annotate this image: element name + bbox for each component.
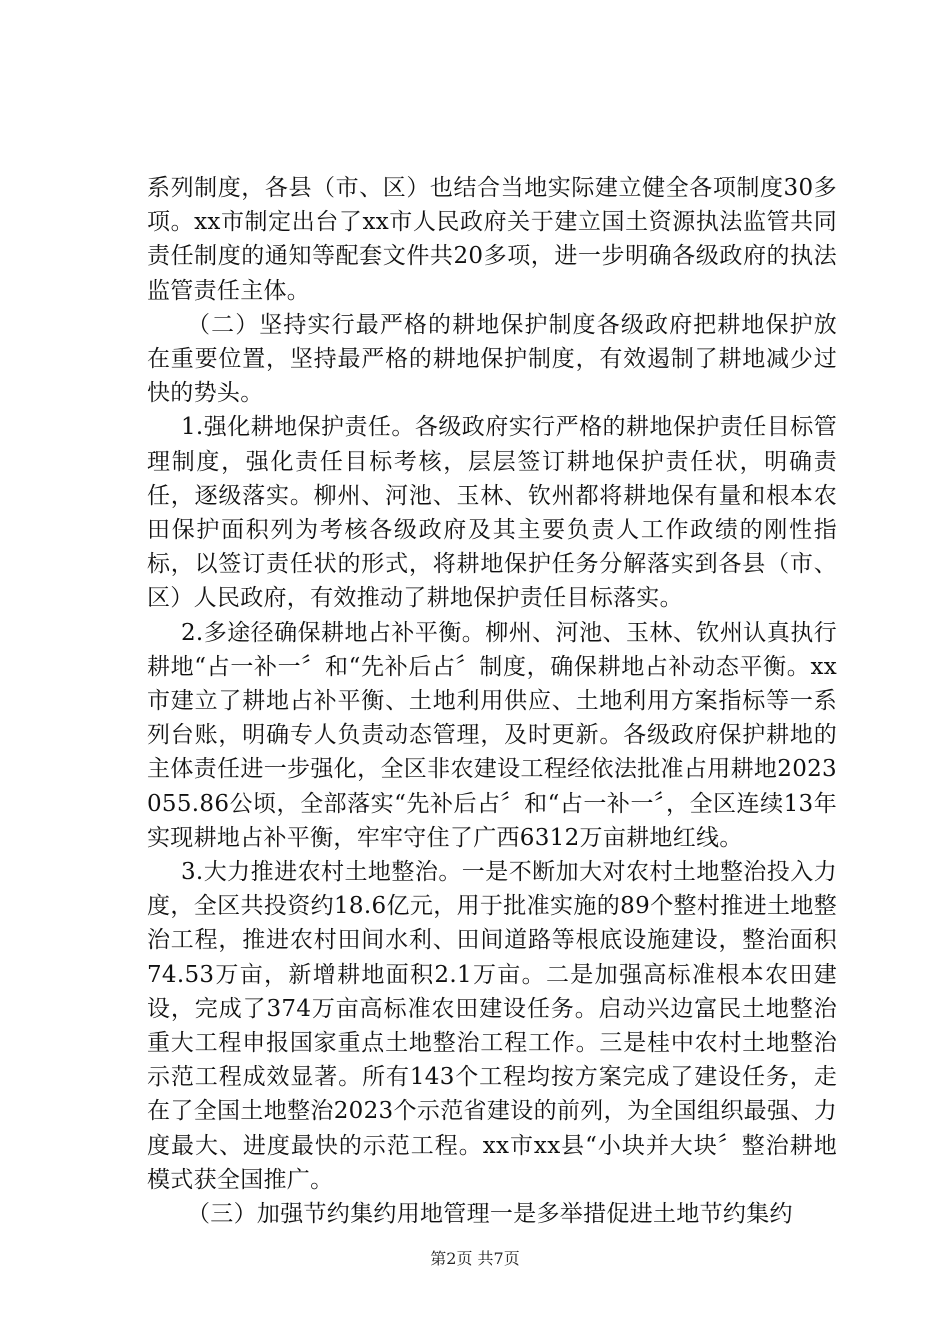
paragraph-item-3: 3.大力推进农村土地整治。一是不断加大对农村土地整治投入力度，全区共投资约18.6亿元，用于批准实施的89个整村推进土地整治工程，推进农村田间水利、田间道路等根底设施建设，整治面积74.53万亩，新增耕地面积2.1万亩。二是加强高标准根本农田建设，完成了374万亩高标准农田建设任务。启动兴边富民土地整治重大工程申报国家重点土地整治工程工作。三是桂中农村土地整治示范工程成效显著。所有143个工程均按方案完成了建设任务，走在了全国土地整治2023个示范省建设的前列，为全国组织最强、力度最大、进度最快的示范工程。xx市xx县“小块并大块〞整治耕地模式获全国推广。	[147, 859, 837, 1193]
paragraph-item-1: 1.强化耕地保护责任。各级政府实行严格的耕地保护责任目标管理制度，强化责任目标考核，层层签订耕地保护责任状，明确责任，逐级落实。柳州、河池、玉林、钦州都将耕地保有量和根本农田保护面积列为考核各级政府及其主要负责人工作政绩的刚性指标，以签订责任状的形式，将耕地保护任务分解落实到各县（市、区）人民政府，有效推动了耕地保护责任目标落实。	[147, 414, 837, 612]
paragraph-section-two-heading: （二）坚持实行最严格的耕地保护制度各级政府把耕地保护放在重要位置，坚持最严格的耕地保护制度，有效遏制了耕地减少过快的势头。	[147, 311, 837, 407]
paragraph-continuation: 系列制度，各县（市、区）也结合当地实际建立健全各项制度30多项。xx市制定出台了xx市人民政府关于建立国土资源执法监管共同责任制度的通知等配套文件共20多项，进一步明确各级政府的执法监管责任主体。	[147, 175, 837, 304]
document-body	[147, 171, 837, 1231]
paragraph-section-three-heading: （三）加强节约集约用地管理一是多举措促进土地节约集约	[187, 1201, 793, 1228]
page-footer: 第2页 共7页	[430, 1249, 520, 1268]
paragraph-item-2: 2.多途径确保耕地占补平衡。柳州、河池、玉林、钦州认真执行耕地“占一补一〞和“先补后占〞制度，确保耕地占补动态平衡。xx市建立了耕地占补平衡、土地利用供应、土地利用方案指标等一系列台账，明确专人负责动态管理，及时更新。各级政府保护耕地的主体责任进一步强化，全区非农建设工程经依法批准占用耕地2023055.86公顷，全部落实“先补后占〞和“占一补一〞，全区连续13年实现耕地占补平衡，牢牢守住了广西6312万亩耕地红线。	[147, 619, 837, 851]
